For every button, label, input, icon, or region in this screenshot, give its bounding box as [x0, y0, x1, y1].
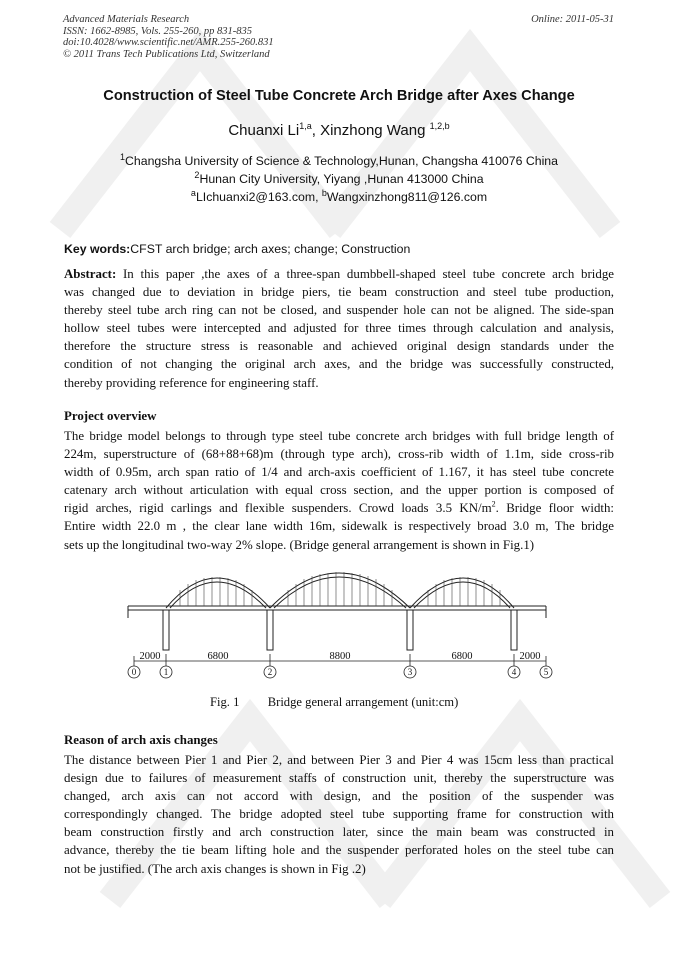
email-address: LIchuanxi2@163.com,: [195, 190, 322, 204]
email-line: [0, 187, 678, 204]
author-sup: 1,2,b: [429, 121, 450, 131]
arch-rib-middle: [270, 573, 410, 608]
project-overview-body: [64, 427, 614, 554]
keywords-text: CFST arch bridge; arch axes; change; Construction: [130, 242, 411, 256]
pier-number: 2: [267, 667, 273, 677]
body-line: sets up the longitudinal two-way 2% slope. (Bridge general arrangement is shown in Fig.1): [64, 537, 535, 552]
affiliation-text: Changsha University of Science & Technology,Hunan, Changsha 410076 China: [125, 154, 558, 168]
pier: [163, 610, 169, 650]
journal-name: Advanced Materials Research: [63, 14, 190, 25]
dimension-label: 8800: [329, 651, 351, 662]
pier: [511, 610, 517, 650]
body-line: not be justified. (The arch axis changes is shown in Fig .2): [64, 861, 366, 876]
dimension-label: 6800: [451, 651, 473, 662]
pier-number: 3: [407, 667, 413, 677]
email-sup: b: [321, 187, 327, 198]
caption-label: Fig. 1: [210, 695, 240, 709]
arch-rib-right: [414, 582, 510, 608]
body-line: width of 0.95m, arch span ratio of 1/4 and arch-axis coefficient of 1.167, it has steel tube concrete: [64, 465, 614, 480]
bridge-arrangement-figure: [120, 566, 560, 684]
abstract-line: thereby providing reference for engineering staff.: [64, 375, 319, 390]
body-line: The distance between Pier 1 and Pier 2, and between Pier 3 and Pier 4 was 15cm less than practical: [64, 753, 614, 767]
author-name: Xinzhong Wang: [320, 122, 426, 139]
pier-number: 0: [131, 667, 137, 677]
abstract-line: [64, 265, 614, 283]
author-name: Chuanxi Li: [228, 122, 300, 139]
doi-line: doi:10.4028/www.scientific.net/AMR.255-260.831: [63, 37, 274, 48]
pier: [267, 610, 273, 650]
author-sup: 1,a: [299, 121, 312, 131]
body-line: beam construction firstly and arch construction later, since the main beam was constructed in: [64, 825, 614, 840]
affiliation-2: [0, 169, 678, 186]
email-address: Wangxinzhong811@126.com: [326, 190, 488, 204]
keywords: [64, 242, 616, 256]
body-line: Entire width 22.0 m , the clear lane width 16m, sidewalk is respectively broad 3.0 m, The bridge: [64, 519, 614, 534]
abstract: [64, 265, 614, 392]
paper-title: Construction of Steel Tube Concrete Arch Bridge after Axes Change: [103, 88, 575, 104]
affiliation-text: Hunan City University, Yiyang ,Hunan 413000 China: [199, 172, 484, 186]
abstract-line: thereby steel tube arch ring can not be closed, and suspender hole can not be aligned. The side-span: [64, 303, 614, 318]
body-text: rigid arches, rigid carlings and flexible suspenders. Crowd loads 3.5 KN/m: [64, 501, 492, 516]
pier-number: 1: [163, 667, 169, 677]
unit-sup: 2: [491, 500, 496, 510]
abstract-label: Abstract:: [64, 267, 117, 281]
section-heading-project-overview: Project overview: [64, 409, 157, 423]
affiliation-1: [0, 151, 678, 168]
body-line: correspondingly changed. The bridge adopted steel tube supporting frame for construction with: [64, 807, 614, 822]
pier-number: 5: [543, 667, 549, 677]
abstract-text: In this paper ,the axes of a three-span dumbbell-shaped steel tube concrete arch bridge: [116, 267, 614, 281]
pier-number: 4: [511, 667, 517, 677]
abstract-line: hollow steel tubes were intercepted and adjusted for three times through calculation and analysis,: [64, 321, 614, 336]
body-line: 224m, superstructure of (68+88+68)m (through type arch), cross-rib width of 1.1m, side cross-rib: [64, 447, 614, 462]
authors-line: [0, 122, 678, 139]
section-heading-arch-axis: Reason of arch axis changes: [64, 733, 218, 747]
online-date: Online: 2011-05-31: [531, 14, 614, 25]
keywords-label: Key words:: [64, 242, 131, 256]
abstract-line: was changed due to deviation in bridge piers, tie beam construction and steel tube production,: [64, 285, 614, 300]
affiliation-sup: 1: [120, 151, 126, 162]
dimension-label: 2000: [139, 651, 161, 662]
body-line: design due to failures of measurement staffs of construction unit, thereby the superstructure was: [64, 771, 614, 786]
issn-line: ISSN: 1662-8985, Vols. 255-260, pp 831-835: [63, 25, 252, 37]
arch-rib-left: [170, 582, 266, 608]
abstract-line: condition of not changing the original arch axes, and the bridge was successfully constructed,: [64, 357, 614, 372]
body-line: The bridge model belongs to through type steel tube concrete arch bridges with full bridge length of: [64, 429, 614, 443]
body-line: changed, arch axis can not accord with design, and the position of the suspender was: [64, 789, 614, 804]
body-line: advance, thereby the tie beam lifting hole and the suspender perforated holes on the steel tube can: [64, 843, 614, 858]
dimension-label: 2000: [519, 651, 541, 662]
copyright-line: © 2011 Trans Tech Publications Ltd, Switzerland: [63, 48, 270, 60]
body-line: [64, 499, 614, 517]
caption-text: Bridge general arrangement (unit:cm): [267, 695, 459, 709]
abstract-line: therefore the structure stress is reasonable and achieved original design standards under the: [64, 339, 614, 354]
author-separator: ,: [311, 122, 321, 139]
affiliation-sup: 2: [194, 169, 200, 180]
arch-axis-body: [64, 751, 614, 878]
journal-header: [63, 14, 274, 60]
body-line: catenary arch without articulation with equal cross section, and the upper portion is composed of: [64, 483, 614, 498]
dimension-label: 6800: [207, 651, 229, 662]
email-sup: a: [190, 187, 196, 198]
body-text: . Bridge floor width:: [495, 501, 615, 516]
arch-rib-middle: [274, 577, 406, 608]
figure-1-caption: [210, 695, 458, 710]
pier: [407, 610, 413, 650]
